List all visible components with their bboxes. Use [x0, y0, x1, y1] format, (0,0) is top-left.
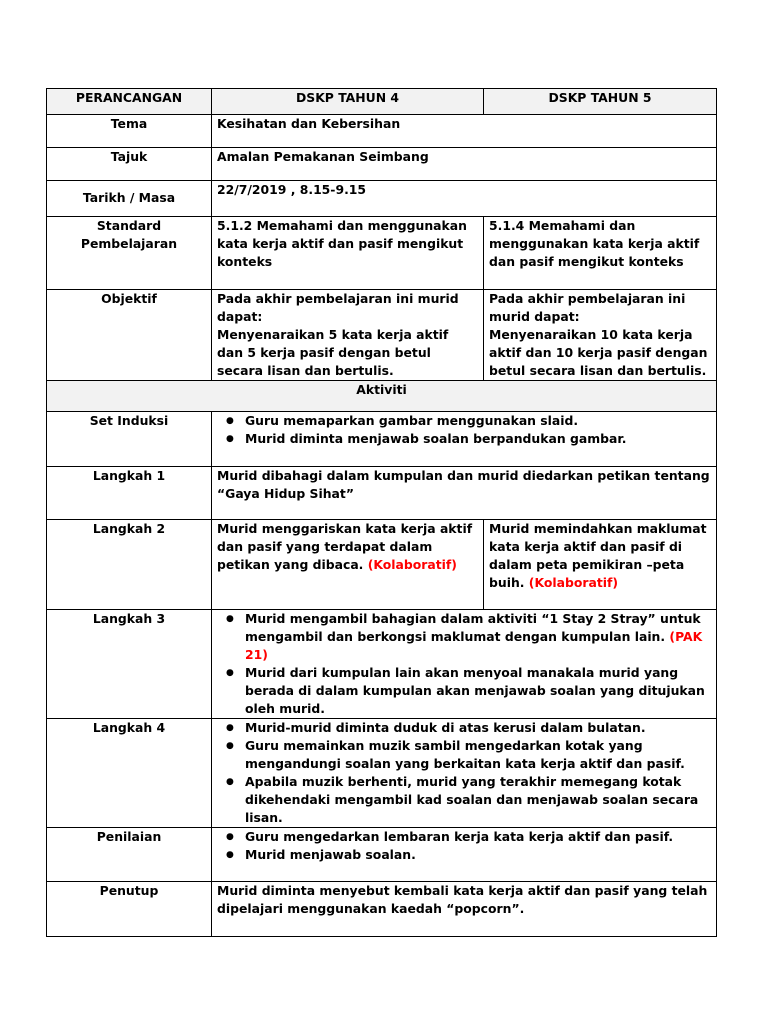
label-langkah-3: Langkah 3	[47, 610, 212, 719]
langkah-2-tahun-4-tag: (Kolaboratif)	[367, 557, 457, 572]
standard-tahun-4: 5.1.2 Memahami dan menggunakan kata kerja aktif dan pasif mengikut konteks	[212, 217, 484, 290]
row-penilaian	[47, 828, 717, 882]
row-tarikh	[47, 181, 717, 217]
row-set-induksi	[47, 412, 717, 467]
objektif-tahun-4	[212, 290, 484, 381]
tajuk-value: Amalan Pemakanan Seimbang	[212, 148, 717, 181]
tema-value: Kesihatan dan Kebersihan	[212, 115, 717, 148]
set-induksi-content	[212, 412, 717, 467]
langkah-2-tahun-5-text: Murid memindahkan maklumat kata kerja aktif dan pasif di dalam peta pemikiran –peta buih.	[489, 521, 707, 590]
objektif-tahun-4-text: Menyenaraikan 5 kata kerja aktif dan 5 kerja pasif dengan betul secara lisan dan bertulis.	[217, 327, 449, 378]
label-standard-line2: Pembelajaran	[80, 236, 178, 251]
langkah-3-item	[245, 610, 711, 664]
row-standard	[47, 217, 717, 290]
langkah-1-text: Murid dibahagi dalam kumpulan dan murid diedarkan petikan tentang “Gaya Hidup Sihat”	[212, 467, 717, 520]
row-tajuk	[47, 148, 717, 181]
standard-tahun-5: 5.1.4 Memahami dan menggunakan kata kerja aktif dan pasif mengikut konteks	[484, 217, 717, 290]
label-tarikh: Tarikh / Masa	[47, 181, 212, 217]
langkah-2-tahun-4-text: Murid menggariskan kata kerja aktif dan pasif yang terdapat dalam petikan yang dibaca.	[217, 521, 473, 572]
row-langkah-1	[47, 467, 717, 520]
objektif-tahun-5	[484, 290, 717, 381]
langkah-4-item: ● Murid-murid diminta duduk di atas kerusi dalam bulatan.	[245, 719, 711, 737]
langkah-2-tahun-5	[484, 520, 717, 610]
langkah-3-list	[217, 610, 711, 718]
objektif-tahun-4-intro: Pada akhir pembelajaran ini murid dapat:	[217, 291, 459, 324]
langkah-2-tahun-4	[212, 520, 484, 610]
langkah-3-item-text: Murid mengambil bahagian dalam aktiviti “1 Stay 2 Stray” untuk mengambil dan berkongsi maklumat dengan kumpulan lain.	[245, 611, 701, 644]
row-langkah-3	[47, 610, 717, 719]
row-tema	[47, 115, 717, 148]
label-tajuk: Tajuk	[47, 148, 212, 181]
label-standard-line1: Standard	[96, 218, 162, 233]
objektif-tahun-5-intro: Pada akhir pembelajaran ini murid dapat:	[489, 291, 686, 324]
langkah-3-content	[212, 610, 717, 719]
label-langkah-4: Langkah 4	[47, 719, 212, 828]
set-induksi-item: ● Guru memaparkan gambar menggunakan slaid.	[245, 412, 711, 430]
label-penutup: Penutup	[47, 882, 212, 937]
label-objektif: Objektif	[47, 290, 212, 381]
header-dskp-tahun-4: DSKP TAHUN 4	[212, 89, 484, 115]
row-langkah-2	[47, 520, 717, 610]
label-standard	[47, 217, 212, 290]
label-tema: Tema	[47, 115, 212, 148]
langkah-4-content	[212, 719, 717, 828]
row-objektif	[47, 290, 717, 381]
lesson-plan-table	[46, 88, 717, 937]
penilaian-list	[217, 828, 711, 864]
langkah-2-tahun-5-tag: (Kolaboratif)	[528, 575, 619, 590]
penilaian-item: ● Murid menjawab soalan.	[245, 846, 711, 864]
row-langkah-4	[47, 719, 717, 828]
set-induksi-list	[217, 412, 711, 448]
row-aktiviti	[47, 381, 717, 412]
objektif-tahun-5-text: Menyenaraikan 10 kata kerja aktif dan 10 kerja pasif dengan betul secara lisan dan bertulis.	[489, 327, 708, 378]
label-langkah-2: Langkah 2	[47, 520, 212, 610]
header-dskp-tahun-5: DSKP TAHUN 5	[484, 89, 717, 115]
langkah-3-item: ● Murid dari kumpulan lain akan menyoal manakala murid yang berada di dalam kumpulan akan menjawab soalan yang ditujukan oleh murid.	[245, 664, 711, 718]
set-induksi-item: ● Murid diminta menjawab soalan berpandukan gambar.	[245, 430, 711, 448]
langkah-4-item: ● Apabila muzik berhenti, murid yang terakhir memegang kotak dikehendaki mengambil kad soalan dan menjawab soalan secara lisan.	[245, 773, 711, 827]
header-perancangan: PERANCANGAN	[47, 89, 212, 115]
label-langkah-1: Langkah 1	[47, 467, 212, 520]
penilaian-item: ● Guru mengedarkan lembaran kerja kata kerja aktif dan pasif.	[245, 828, 711, 846]
label-penilaian: Penilaian	[47, 828, 212, 882]
header-row	[47, 89, 717, 115]
langkah-3-item-tag: (PAK 21)	[245, 629, 703, 662]
aktiviti-heading: Aktiviti	[47, 381, 717, 412]
langkah-4-list	[217, 719, 711, 827]
tarikh-value: 22/7/2019 , 8.15-9.15	[212, 181, 717, 217]
label-set-induksi: Set Induksi	[47, 412, 212, 467]
penilaian-content	[212, 828, 717, 882]
penutup-text: Murid diminta menyebut kembali kata kerja aktif dan pasif yang telah dipelajari menggunakan kaedah “popcorn”.	[212, 882, 717, 937]
langkah-4-item: ● Guru memainkan muzik sambil mengedarkan kotak yang mengandungi soalan yang berkaitan kata kerja aktif dan pasif.	[245, 737, 711, 773]
row-penutup	[47, 882, 717, 937]
